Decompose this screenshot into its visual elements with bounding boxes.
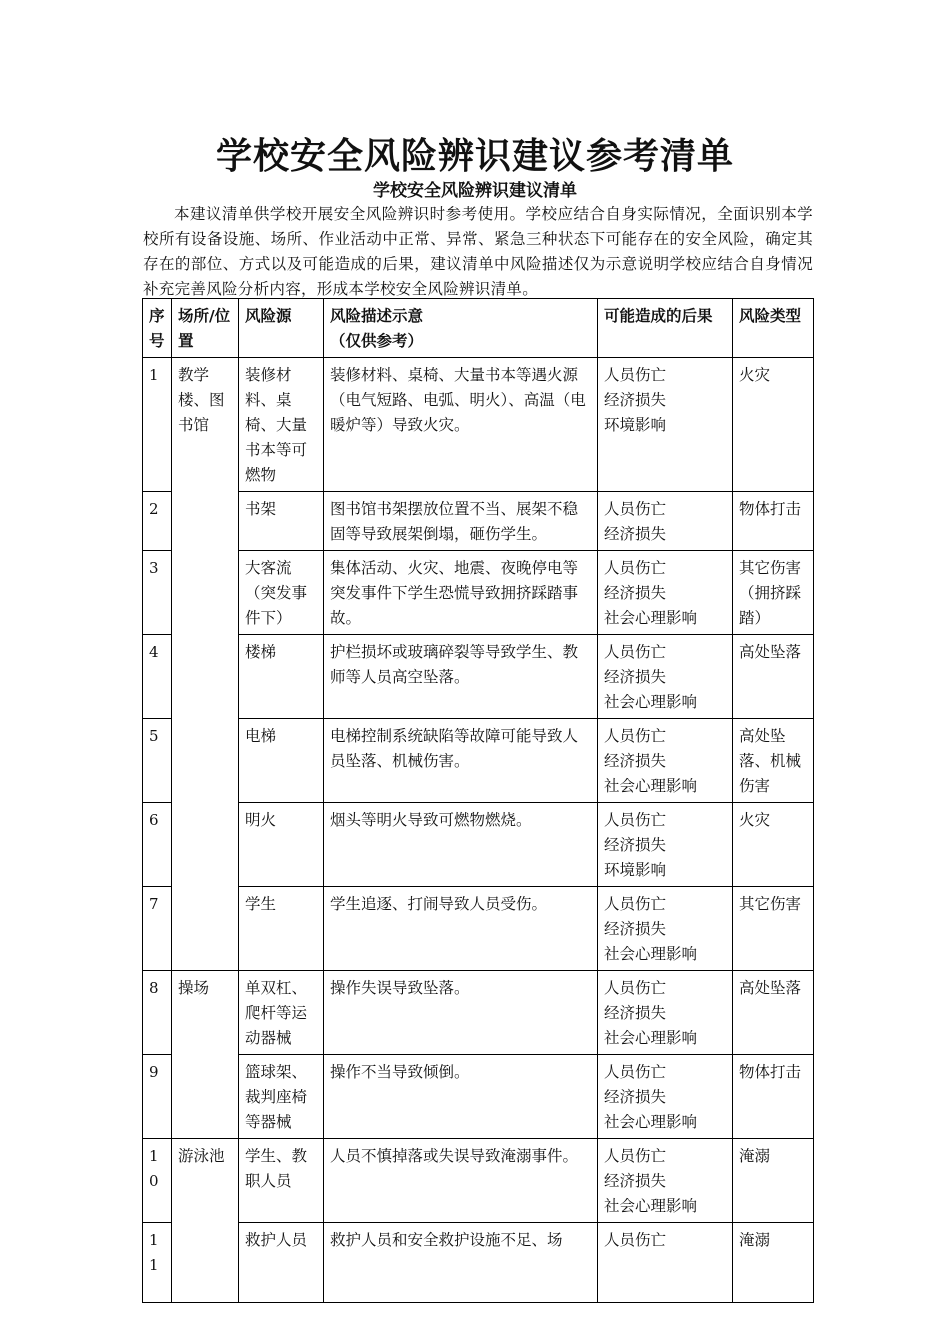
table-row xyxy=(143,551,814,635)
row-num: 11 xyxy=(143,1223,172,1303)
row-type: 高处坠落、机械伤害 xyxy=(733,719,814,803)
row-desc: 学生追逐、打闹导致人员受伤。 xyxy=(324,887,598,971)
header-source: 风险源 xyxy=(239,299,324,358)
table-row xyxy=(143,971,814,1055)
row-desc: 护栏损坏或玻璃碎裂等导致学生、教师等人员高空坠落。 xyxy=(324,635,598,719)
row-num: 7 xyxy=(143,887,172,971)
row-desc: 集体活动、火灾、地震、夜晚停电等突发事件下学生恐慌导致拥挤踩踏事故。 xyxy=(324,551,598,635)
row-type: 火灾 xyxy=(733,803,814,887)
row-source: 篮球架、裁判座椅等器械 xyxy=(239,1055,324,1139)
row-consequence: 人员伤亡 经济损失 环境影响 xyxy=(598,358,733,492)
row-desc: 救护人员和安全救护设施不足、场 xyxy=(324,1223,598,1303)
row-source: 明火 xyxy=(239,803,324,887)
header-consequence: 可能造成的后果 xyxy=(598,299,733,358)
document-subtitle: 学校安全风险辨识建议清单 xyxy=(373,181,577,201)
row-desc: 图书馆书架摆放位置不当、展架不稳固等导致展架倒塌，砸伤学生。 xyxy=(324,492,598,551)
header-num: 序号 xyxy=(143,299,172,358)
row-source: 救护人员 xyxy=(239,1223,324,1303)
row-type: 物体打击 xyxy=(733,492,814,551)
row-num: 9 xyxy=(143,1055,172,1139)
row-consequence: 人员伤亡 经济损失 xyxy=(598,492,733,551)
row-num: 1 xyxy=(143,358,172,492)
table-row xyxy=(143,635,814,719)
row-source: 大客流（突发事件下） xyxy=(239,551,324,635)
document-title: 学校安全风险辨识建议参考清单 xyxy=(215,136,734,177)
row-consequence: 人员伤亡 经济损失 环境影响 xyxy=(598,803,733,887)
row-num: 6 xyxy=(143,803,172,887)
row-consequence: 人员伤亡 经济损失 社会心理影响 xyxy=(598,1139,733,1223)
row-source: 装修材料、桌椅、大量书本等可燃物 xyxy=(239,358,324,492)
table-row xyxy=(143,1055,814,1139)
row-num: 5 xyxy=(143,719,172,803)
row-type: 物体打击 xyxy=(733,1055,814,1139)
row-type: 淹溺 xyxy=(733,1223,814,1303)
row-consequence: 人员伤亡 经济损失 社会心理影响 xyxy=(598,971,733,1055)
row-desc: 装修材料、桌椅、大量书本等遇火源（电气短路、电弧、明火）、高温（电暖炉等）导致火灾。 xyxy=(324,358,598,492)
row-consequence: 人员伤亡 经济损失 社会心理影响 xyxy=(598,551,733,635)
row-num: 4 xyxy=(143,635,172,719)
row-consequence: 人员伤亡 经济损失 社会心理影响 xyxy=(598,635,733,719)
row-consequence: 人员伤亡 xyxy=(598,1223,733,1303)
row-num: 3 xyxy=(143,551,172,635)
row-type: 高处坠落 xyxy=(733,971,814,1055)
row-source: 学生 xyxy=(239,887,324,971)
row-source: 学生、教职人员 xyxy=(239,1139,324,1223)
table-row xyxy=(143,492,814,551)
row-type: 火灾 xyxy=(733,358,814,492)
header-location: 场所/位置 xyxy=(172,299,239,358)
row-num: 2 xyxy=(143,492,172,551)
row-type: 淹溺 xyxy=(733,1139,814,1223)
row-type: 其它伤害（拥挤踩踏） xyxy=(733,551,814,635)
table-row xyxy=(143,358,814,492)
table-header-row xyxy=(143,299,814,358)
row-type: 高处坠落 xyxy=(733,635,814,719)
row-location: 教学楼、图书馆 xyxy=(172,358,239,971)
table-row xyxy=(143,1223,814,1303)
row-location: 游泳池 xyxy=(172,1139,239,1303)
intro-paragraph: 本建议清单供学校开展安全风险辨识时参考使用。学校应结合自身实际情况，全面识别本学校所有设备设施、场所、作业活动中正常、异常、紧急三种状态下可能存在的安全风险，确定其存在的部位、方式以及可能造成的后果，建议清单中风险描述仅为示意说明学校应结合自身情况补充完善风险分析内容，形成本学校安全风险辨识清单。 xyxy=(143,205,813,298)
row-source: 单双杠、爬杆等运动器械 xyxy=(239,971,324,1055)
header-type: 风险类型 xyxy=(733,299,814,358)
row-source: 楼梯 xyxy=(239,635,324,719)
row-source: 电梯 xyxy=(239,719,324,803)
row-location: 操场 xyxy=(172,971,239,1139)
row-consequence: 人员伤亡 经济损失 社会心理影响 xyxy=(598,887,733,971)
table-row xyxy=(143,1139,814,1223)
row-desc: 操作失误导致坠落。 xyxy=(324,971,598,1055)
risk-table-body xyxy=(143,358,814,1303)
row-num: 8 xyxy=(143,971,172,1055)
table-row xyxy=(143,803,814,887)
row-desc: 操作不当导致倾倒。 xyxy=(324,1055,598,1139)
row-consequence: 人员伤亡 经济损失 社会心理影响 xyxy=(598,1055,733,1139)
risk-table xyxy=(142,298,814,1303)
row-desc: 电梯控制系统缺陷等故障可能导致人员坠落、机械伤害。 xyxy=(324,719,598,803)
row-source: 书架 xyxy=(239,492,324,551)
header-desc: 风险描述示意 （仅供参考） xyxy=(324,299,598,358)
row-type: 其它伤害 xyxy=(733,887,814,971)
row-desc: 烟头等明火导致可燃物燃烧。 xyxy=(324,803,598,887)
table-row xyxy=(143,719,814,803)
row-desc: 人员不慎掉落或失误导致淹溺事件。 xyxy=(324,1139,598,1223)
row-consequence: 人员伤亡 经济损失 社会心理影响 xyxy=(598,719,733,803)
row-num: 10 xyxy=(143,1139,172,1223)
table-row xyxy=(143,887,814,971)
